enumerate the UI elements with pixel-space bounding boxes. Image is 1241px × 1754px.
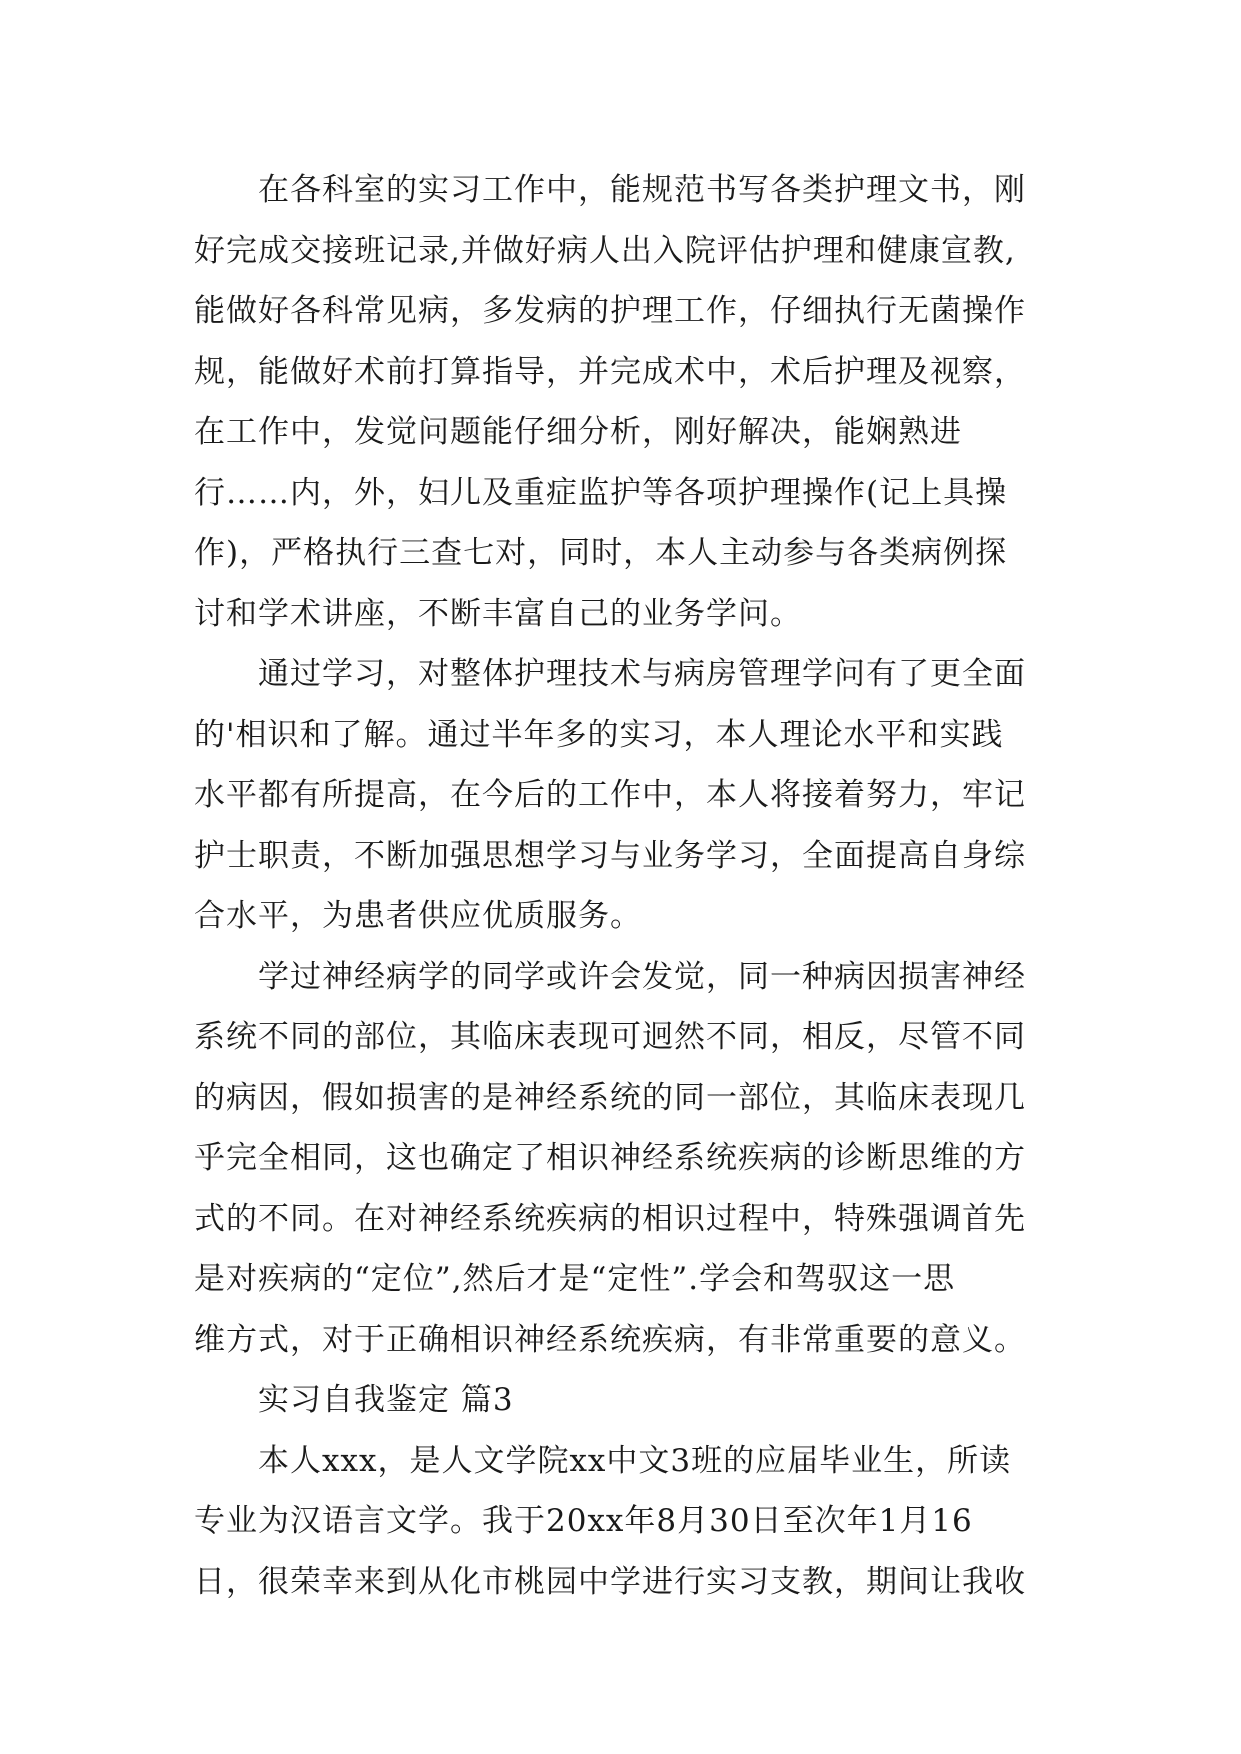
text-line: 作)，严格执行三查七对，同时，本人主动参与各类病例探 [194, 535, 1008, 571]
text-line: 在工作中，发觉问题能仔细分析，刚好解决，能娴熟进 [194, 414, 962, 450]
text-line: 护士职责，不断加强思想学习与业务学习，全面提高自身综 [194, 837, 1026, 874]
text-line: 维方式，对于正确相识神经系统疾病，有非常重要的意义。 [194, 1321, 1026, 1358]
text-line: 的病因，假如损害的是神经系统的同一部位，其临床表现几 [194, 1079, 1026, 1116]
text-line: 讨和学术讲座，不断丰富自己的业务学问。 [194, 595, 802, 632]
text-line: 好完成交接班记录,并做好病人出入院评估护理和健康宣教, [194, 232, 1016, 269]
text-line: 式的不同。在对神经系统疾病的相识过程中，特殊强调首先 [194, 1200, 1026, 1237]
text-line: 水平都有所提高，在今后的工作中，本人将接着努力，牢记 [194, 777, 1026, 813]
text-line: 乎完全相同，这也确定了相识神经系统疾病的诊断思维的方 [194, 1140, 1026, 1176]
text-line: 系统不同的部位，其临床表现可迥然不同，相反，尽管不同 [194, 1019, 1026, 1055]
text-line: 本人xxx，是人文学院xx中文3班的应届毕业生，所读 [258, 1442, 1012, 1479]
text-line: 能做好各科常见病，多发病的护理工作，仔细执行无菌操作 [194, 293, 1026, 329]
text-line: 专业为汉语言文学。我于20xx年8月30日至次年1月16 [194, 1503, 973, 1539]
text-line: 行……内，外，妇儿及重症监护等各项护理操作(记上具操 [194, 474, 1008, 511]
text-line: 实习自我鉴定 篇3 [258, 1382, 514, 1418]
text-line: 通过学习，对整体护理技术与病房管理学问有了更全面 [258, 656, 1026, 692]
text-line: 在各科室的实习工作中，能规范书写各类护理文书，刚 [258, 172, 1026, 208]
text-line: 是对疾病的“定位”,然后才是“定性”.学会和驾驭这一思 [194, 1261, 956, 1297]
text-line: 日，很荣幸来到从化市桃园中学进行实习支教，期间让我收 [194, 1563, 1026, 1600]
text-line: 的'相识和了解。通过半年多的实习，本人理论水平和实践 [194, 716, 1004, 753]
document-body [194, 160, 1074, 1612]
text-line: 合水平，为患者供应优质服务。 [194, 898, 642, 934]
text-line: 规，能做好术前打算指导，并完成术中，术后护理及视察， [194, 353, 1026, 390]
text-line: 学过神经病学的同学或许会发觉，同一种病因损害神经 [258, 958, 1026, 995]
